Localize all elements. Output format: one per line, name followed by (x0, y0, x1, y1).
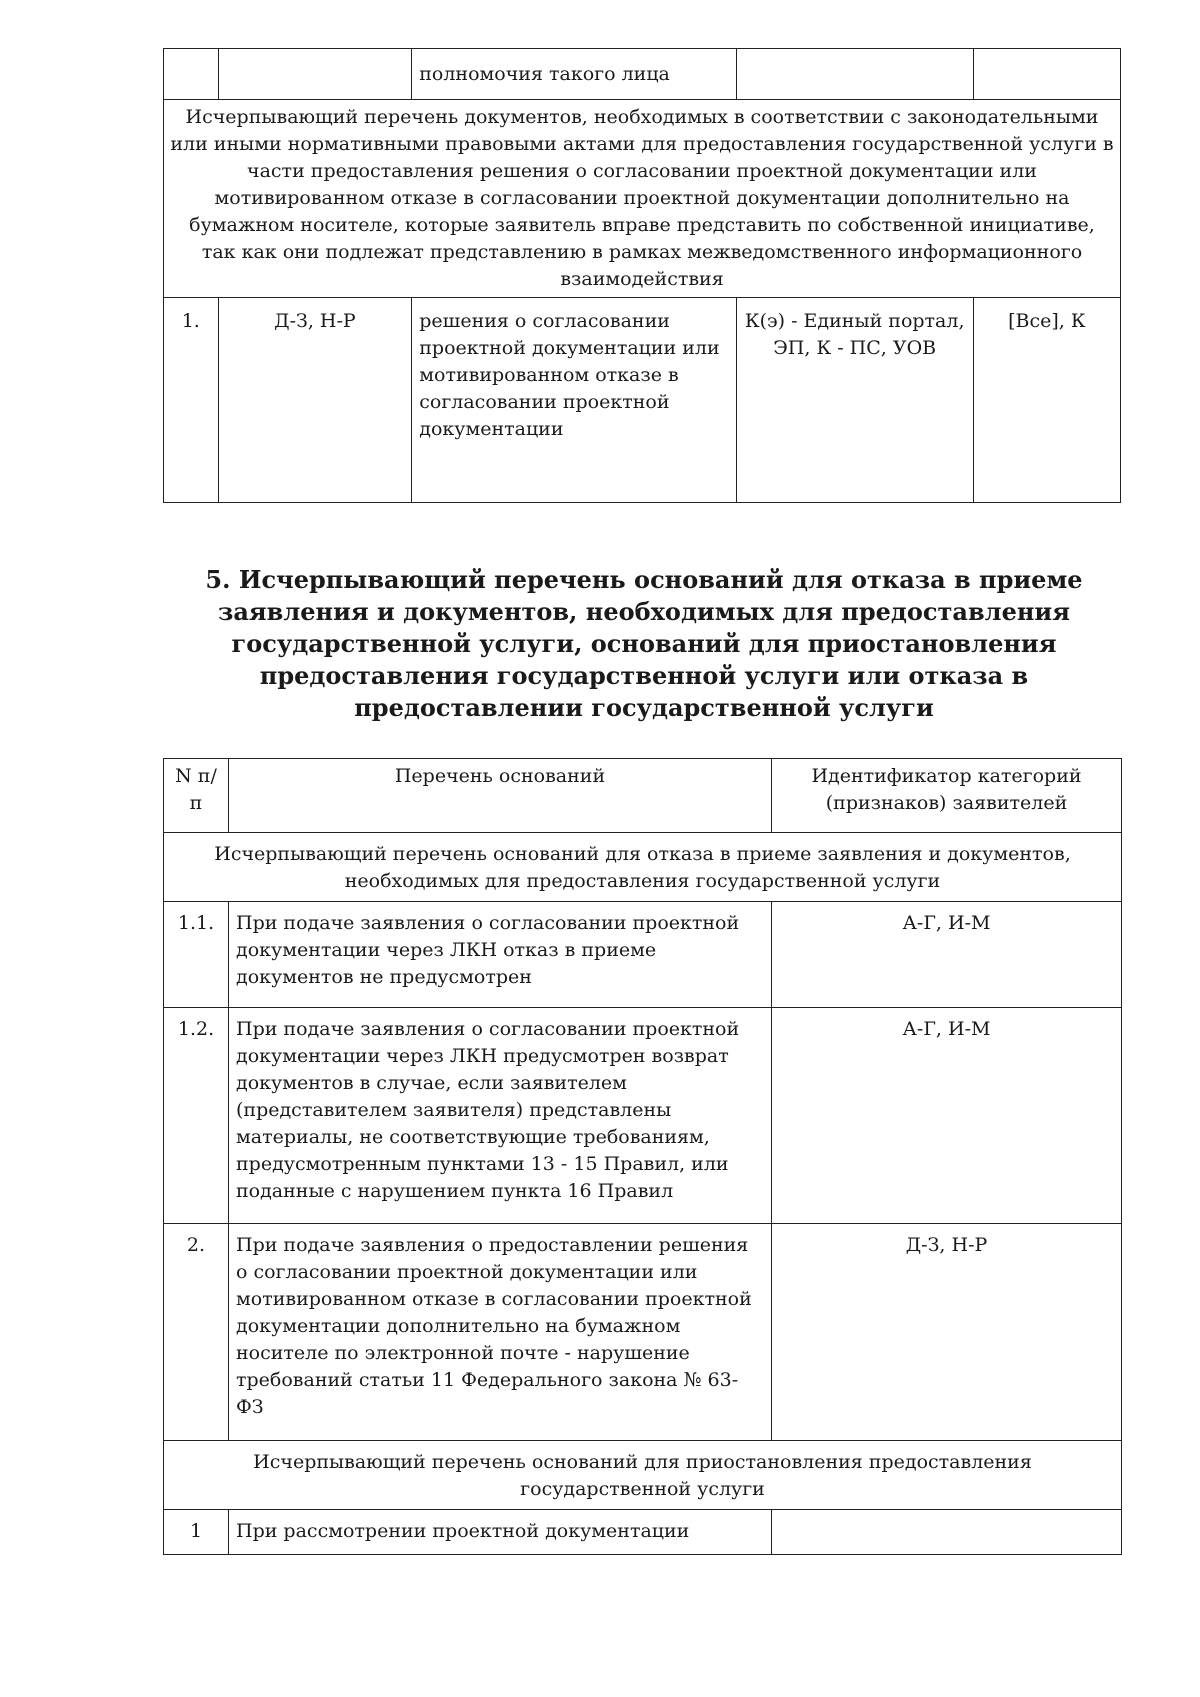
table-section-row (164, 1441, 1122, 1510)
section-title: 5. Исчерпывающий перечень оснований для отказа в приеме заявления и документов, необходимых для предоставления государственной услуги, оснований для приостановления предоставления государственной услуги или отказа в предоставлении государственной услуги (205, 565, 1083, 722)
row-number: 1.2. (164, 1008, 229, 1224)
ground-text: При подаче заявления о предоставлении решения о согласовании проектной документации или мотивированном отказе в согласовании проектной документации дополнительно на бумажном носителе по электронной почте - нарушение требований статьи 11 Федерального закона № 63-ФЗ (229, 1224, 772, 1441)
category-id (772, 1510, 1122, 1555)
table-section-row (164, 833, 1122, 902)
ground-text: При подаче заявления о согласовании проектной документации через ЛКН предусмотрен возврат документов в случае, если заявителем (представителем заявителя) представлены материалы, не соответствующие требованиям, предусмотренным пунктами 13 - 15 Правил, или поданные с нарушением пункта 16 Правил (229, 1008, 772, 1224)
table-cell (973, 49, 1120, 100)
table-row (164, 298, 1121, 503)
scope: [Все], К (973, 298, 1120, 503)
table-section-row (164, 100, 1121, 298)
row-number: 2. (164, 1224, 229, 1441)
table-row (164, 1510, 1122, 1555)
table-cell (736, 49, 973, 100)
table-row (164, 902, 1122, 1008)
row-number: 1. (164, 298, 219, 503)
row-number: 1.1. (164, 902, 229, 1008)
column-header-category: Идентификатор категорий (признаков) заявителей (772, 759, 1122, 833)
section-heading: Исчерпывающий перечень оснований для приостановления предоставления государственной услуги (164, 1441, 1122, 1510)
table-cell: полномочия такого лица (412, 49, 736, 100)
column-header-grounds: Перечень оснований (229, 759, 772, 833)
applicant-category: Д-З, Н-Р (218, 298, 412, 503)
document-name: решения о согласовании проектной документации или мотивированном отказе в согласовании проектной документации (412, 298, 736, 503)
table-row (164, 1224, 1122, 1441)
grounds-table (163, 758, 1122, 1555)
section-heading: Исчерпывающий перечень документов, необходимых в соответствии с законодательными или иными нормативными правовыми актами для предоставления государственной услуги в части предоставления решения о согласовании проектной документации или мотивированном отказе в согласовании проектной документации дополнительно на бумажном носителе, которые заявитель вправе представить по собственной инициативе, так как они подлежат представлению в рамках межведомственного информационного взаимодействия (164, 100, 1121, 298)
row-number: 1 (164, 1510, 229, 1555)
ground-text: При рассмотрении проектной документации (229, 1510, 772, 1555)
submission-method: К(э) - Единый портал, ЭП, К - ПС, УОВ (736, 298, 973, 503)
table-row (164, 1008, 1122, 1224)
table-row (164, 49, 1121, 100)
ground-text: При подаче заявления о согласовании проектной документации через ЛКН отказ в приеме документов не предусмотрен (229, 902, 772, 1008)
table-header-row (164, 759, 1122, 833)
documents-table (163, 48, 1121, 503)
table-cell (218, 49, 412, 100)
section-heading: Исчерпывающий перечень оснований для отказа в приеме заявления и документов, необходимых для предоставления государственной услуги (164, 833, 1122, 902)
category-id: Д-З, Н-Р (772, 1224, 1122, 1441)
category-id: А-Г, И-М (772, 1008, 1122, 1224)
table-cell (164, 49, 219, 100)
category-id: А-Г, И-М (772, 902, 1122, 1008)
column-header-num: N п/п (164, 759, 229, 833)
